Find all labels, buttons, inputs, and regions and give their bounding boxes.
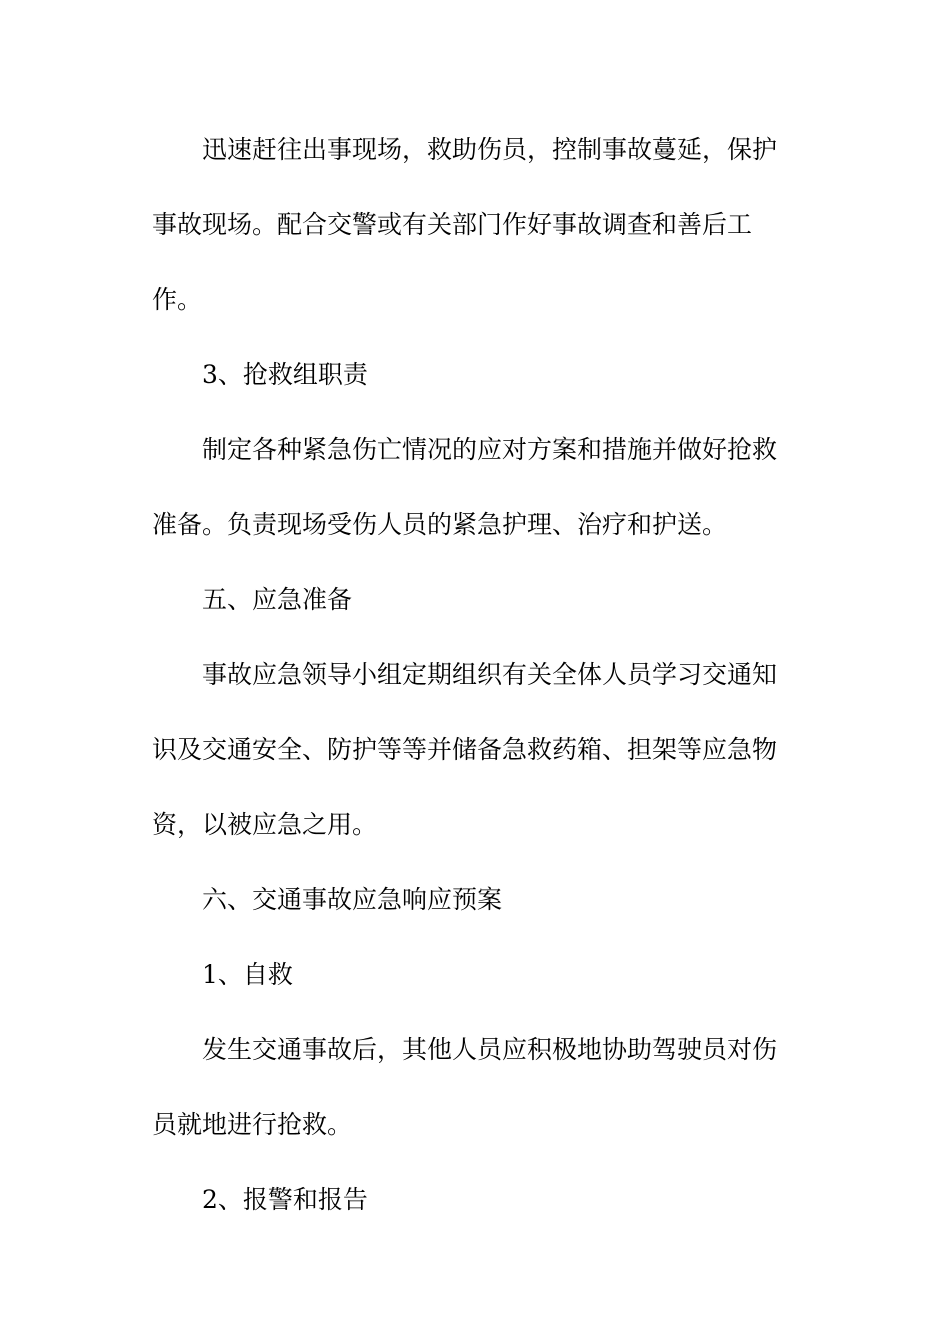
heading-self-rescue bbox=[152, 937, 792, 1012]
paragraph-self-rescue bbox=[152, 1012, 792, 1162]
document-body bbox=[152, 112, 792, 1237]
heading-text: 五、应急准备 bbox=[202, 585, 353, 614]
heading-text: 2、报警和报告 bbox=[202, 1185, 368, 1214]
paragraph-rescue-plan bbox=[152, 412, 792, 562]
heading-text: 六、交通事故应急响应预案 bbox=[202, 885, 503, 914]
text-line: 制定各种紧急伤亡情况的应对方案和措施并做好抢救 bbox=[202, 435, 778, 464]
text-line: 资，以被应急之用。 bbox=[152, 810, 378, 839]
heading-rescue-team-duties bbox=[152, 337, 792, 412]
text-line: 发生交通事故后，其他人员应积极地协助驾驶员对伤 bbox=[202, 1035, 778, 1064]
text-line: 迅速赶往出事现场，救助伤员，控制事故蔓延，保护 bbox=[202, 135, 778, 164]
heading-emergency-preparation bbox=[152, 562, 792, 637]
text-line: 事故应急领导小组定期组织有关全体人员学习交通知 bbox=[202, 660, 778, 689]
text-line: 员就地进行抢救。 bbox=[152, 1110, 353, 1139]
text-line: 识及交通安全、防护等等并储备急救药箱、担架等应急物 bbox=[152, 735, 778, 764]
heading-text: 3、抢救组职责 bbox=[202, 360, 368, 389]
heading-traffic-accident-response bbox=[152, 862, 792, 937]
paragraph-rescue-scene bbox=[152, 112, 792, 337]
text-line: 准备。负责现场受伤人员的紧急护理、治疗和护送。 bbox=[152, 510, 728, 539]
text-line: 作。 bbox=[152, 285, 203, 314]
paragraph-emergency-training bbox=[152, 637, 792, 862]
heading-text: 1、自救 bbox=[202, 960, 293, 989]
heading-alarm-and-report bbox=[152, 1162, 792, 1237]
text-line: 事故现场。配合交警或有关部门作好事故调查和善后工 bbox=[152, 210, 753, 239]
